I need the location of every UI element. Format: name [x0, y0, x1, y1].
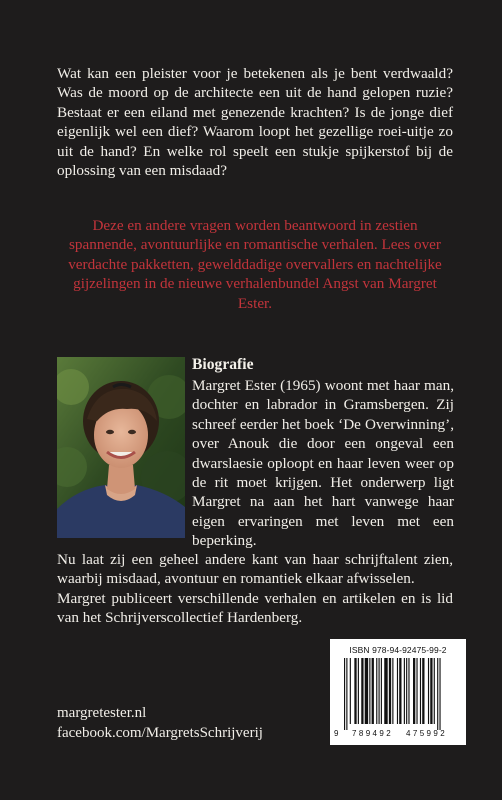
- barcode-bar: [437, 658, 438, 730]
- barcode-lead-digit: 9: [334, 729, 339, 738]
- barcode-bar: [408, 658, 409, 724]
- barcode-bar: [406, 658, 407, 724]
- isbn-number: ISBN 978-94-92475-99-2: [349, 645, 447, 655]
- biography-heading: Biografie: [192, 356, 254, 373]
- barcode-bar: [365, 658, 368, 724]
- facebook-link[interactable]: facebook.com/MargretsSchrijverij: [57, 725, 263, 741]
- barcode-digits-right: 475992: [406, 729, 448, 738]
- barcode-bar: [369, 658, 370, 724]
- barcode-bar: [344, 658, 345, 730]
- barcode-bar: [389, 658, 391, 724]
- barcode-bar: [346, 658, 347, 730]
- teaser-paragraph: Deze en andere vragen worden beantwoord in zestien spannende, avontuurlijke en romantische verhalen. Lees over verdachte pakketten, gewelddadige overvallers en nachtelijke gijzelingen in de nieuwe verhalenbundel Angst van Margret Ester.: [68, 217, 442, 312]
- barcode-bar: [372, 658, 374, 724]
- biography-continued: [57, 550, 453, 628]
- website-link[interactable]: margretester.nl: [57, 705, 147, 721]
- barcode-bar: [358, 658, 359, 724]
- barcode-bar: [434, 658, 435, 724]
- barcode-bar: [354, 658, 356, 724]
- barcode-bar: [376, 658, 377, 724]
- barcode-bar: [413, 658, 415, 724]
- barcode-bar: [439, 658, 440, 730]
- barcode-digits-left: 789492: [352, 729, 394, 738]
- biography-paragraph-3: Margret publiceert verschillende verhalen en artikelen en is lid van het Schrijverscollectief Hardenberg.: [57, 589, 453, 627]
- barcode-bar: [397, 658, 398, 724]
- isbn-barcode: [330, 639, 466, 745]
- barcode-bar: [404, 658, 405, 724]
- footer-links: [57, 703, 263, 743]
- barcode-bar: [350, 658, 351, 724]
- biography-paragraph: Margret Ester (1965) woont met haar man, dochter en labrador in Gramsbergen. Zij schreef eerder het boek ‘De Overwinning’, over Anouk die door een ongeval een dwarslaesie oploopt en haar leven weer op de rit moet krijgen. Het onderwerp ligt Margret na aan het hart vanwege haar eigen ervaringen met leven met een beperking.: [192, 377, 454, 550]
- barcode-bar: [392, 658, 393, 724]
- biography-paragraph-2: Nu laat zij een geheel andere kant van haar schrijftalent zien, waarbij misdaad, avontuur en romantiek elkaar afwisselen.: [57, 551, 453, 588]
- barcode-bar: [361, 658, 363, 724]
- intro-paragraph: Wat kan een pleister voor je betekenen als je bent verdwaald? Was de moord op de architecte een uit de hand gelopen ruzie? Bestaat er een eiland met genezende krachten? Is de jonge dief eigenlijk wel een dief? Waarom loopt het gezellige roei-uitje zo uit de hand? En welke rol speelt een stukje spijkerstof bij de oplossing van een misdaad?: [57, 65, 453, 180]
- barcode-bar: [420, 658, 421, 724]
- author-photo: [57, 357, 185, 538]
- barcode-bar: [422, 658, 424, 724]
- barcode-bar: [379, 658, 380, 724]
- barcode-icon: [336, 658, 460, 730]
- barcode-bar: [381, 658, 382, 724]
- barcode-bar: [430, 658, 432, 724]
- barcode-bar: [384, 658, 387, 724]
- biography-text: [192, 376, 454, 551]
- barcode-bar: [399, 658, 401, 724]
- barcode-bar: [428, 658, 429, 724]
- barcode-bar: [416, 658, 417, 724]
